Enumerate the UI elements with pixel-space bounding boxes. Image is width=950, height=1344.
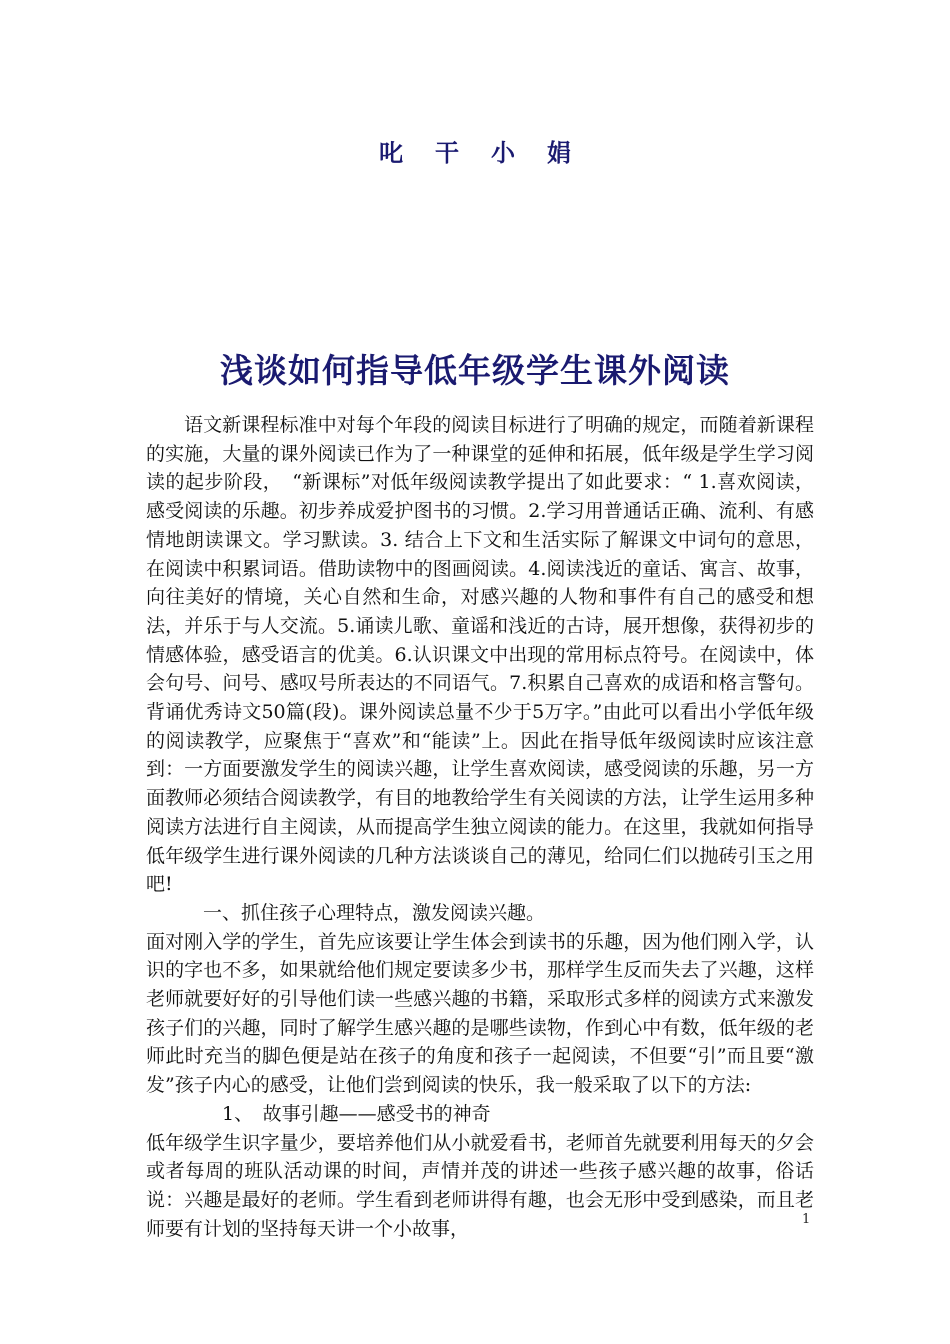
section-paragraph: 面对刚入学的学生，首先应该要让学生体会到读书的乐趣，因为他们刚入学，认识的字也不多，如果就给他们规定要读多少书，那样学生反而失去了兴趣，这样老师就要好好的引导他们读一些感兴趣的书籍，采取形式多样的阅读方式来激发孩子们的兴趣，同时了解学生感兴趣的是哪些读物，作到心中有数，低年级的老师此时充当的脚色便是站在孩子的角度和孩子一起阅读，不但要“引”而且要“激发”孩子内心的感受，让他们尝到阅读的快乐，我一般采取了以下的方法: [146, 930, 814, 1097]
author-name: 叱干小娟 [379, 139, 603, 167]
document-title: 浅谈如何指导低年级学生课外阅读 [220, 351, 730, 390]
page-number: 1 [802, 1212, 811, 1227]
subsection-paragraph: 低年级学生识字量少，要培养他们从小就爱看书，老师首先就要利用每天的夕会或者每周的班队活动课的时间，声情并茂的讲述一些孩子感兴趣的故事，俗话说：兴趣是最好的老师。学生看到老师讲得有趣，也会无形中受到感染，而且老师要有计划的坚持每天讲一个小故事， [146, 1131, 814, 1240]
section-heading: 一、抓住孩子心理特点，激发阅读兴趣。 [203, 901, 546, 924]
subsection-heading: 1、 故事引趣——感受书的神奇 [222, 1102, 491, 1125]
document-body [146, 411, 814, 1243]
intro-paragraph: 语文新课程标准中对每个年段的阅读目标进行了明确的规定，而随着新课程的实施，大量的课外阅读已作为了一种课堂的延伸和拓展，低年级是学生学习阅读的起步阶段， “新课标”对低年级阅读教学提出了如此要求：“ 1.喜欢阅读，感受阅读的乐趣。初步养成爱护图书的习惯。2.学习用普通话正确、流利、有感情地朗读课文。学习默读。3. 结合上下文和生活实际了解课文中词句的意思，在阅读中积累词语。借助读物中的图画阅读。4.阅读浅近的童话、寓言、故事，向往美好的情境，关心自然和生命，对感兴趣的人物和事件有自己的感受和想法，并乐于与人交流。5.诵读儿歌、童谣和浅近的古诗，展开想像，获得初步的情感体验，感受语言的优美。6.认识课文中出现的常用标点符号。在阅读中，体会句号、问号、感叹号所表达的不同语气。7.积累自己喜欢的成语和格言警句。背诵优秀诗文50篇(段)。课外阅读总量不少于5万字。”由此可以看出小学低年级的阅读教学，应聚焦于“喜欢”和“能读”上。因此在指导低年级阅读时应该注意到：一方面要激发学生的阅读兴趣，让学生喜欢阅读，感受阅读的乐趣，另一方面教师必须结合阅读教学，有目的地教给学生有关阅读的方法，让学生运用多种阅读方法进行自主阅读，从而提高学生独立阅读的能力。在这里，我就如何指导低年级学生进行课外阅读的几种方法谈谈自己的薄见，给同仁们以抛砖引玉之用吧! [146, 414, 814, 896]
